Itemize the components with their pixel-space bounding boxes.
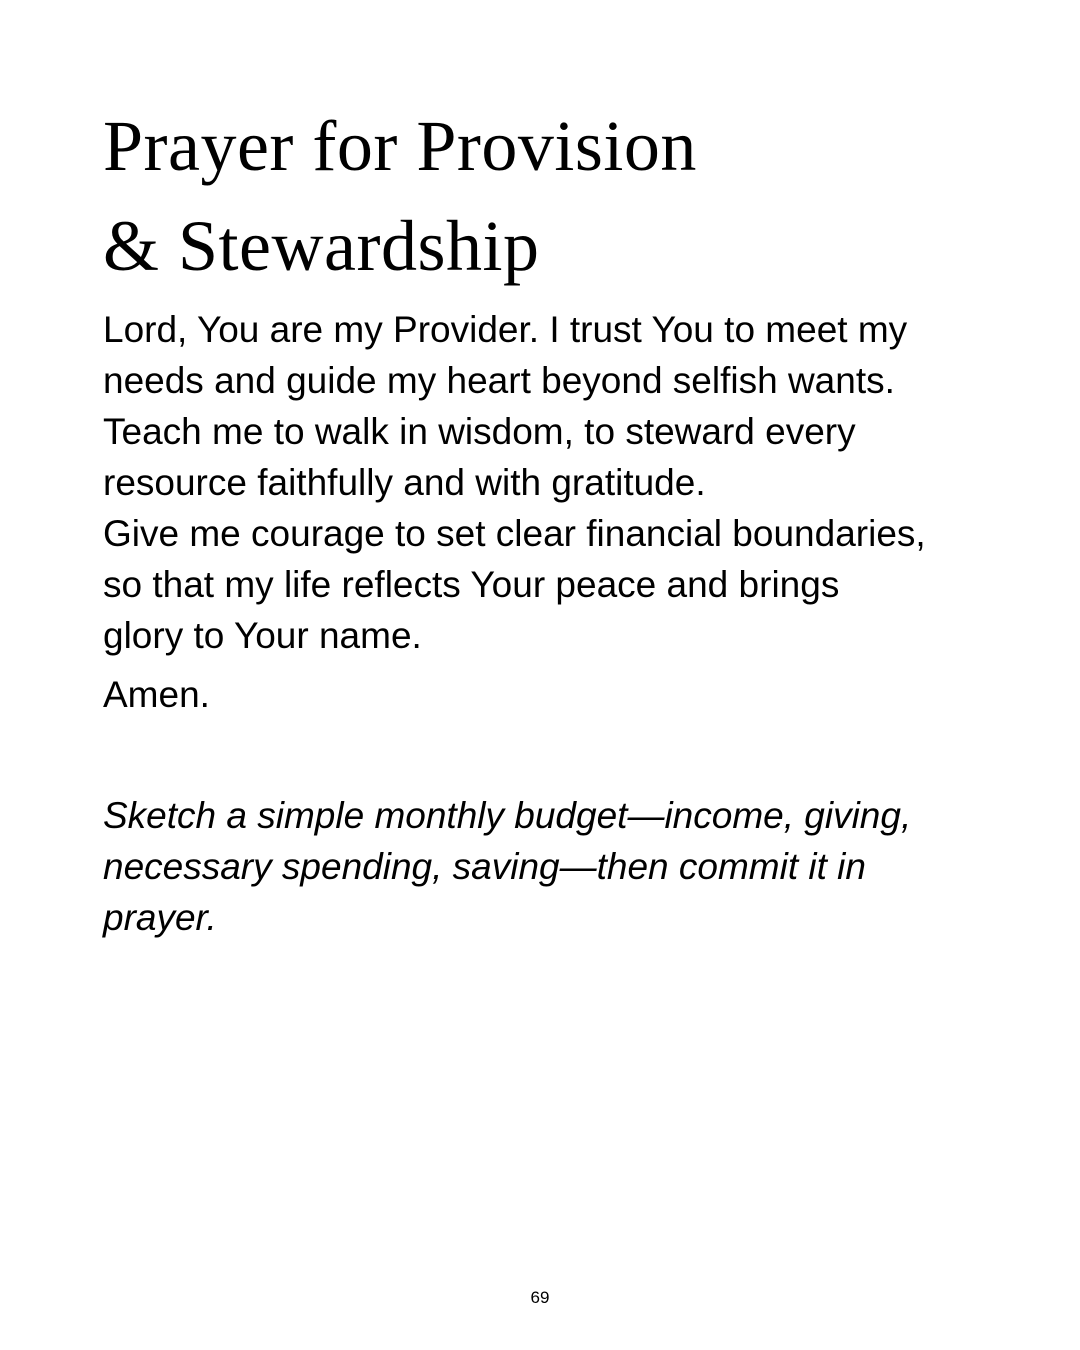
page-title [103,96,697,296]
prayer-line: Give me courage to set clear financial boundaries, [103,513,926,554]
document-page [103,0,1003,1350]
reflection-line: Sketch a simple monthly budget—income, giving, [103,795,912,836]
reflection-prompt [103,790,1003,943]
prayer-text [103,304,1003,661]
reflection-line: necessary spending, saving—then commit it in [103,846,866,887]
prayer-closing: Amen. [103,674,210,715]
title-line-1: Prayer for Provision [103,106,697,186]
prayer-line: needs and guide my heart beyond selfish wants. [103,360,895,401]
prayer-line: Lord, You are my Provider. I trust You to meet my [103,309,908,350]
prayer-line: so that my life reflects Your peace and brings [103,564,840,605]
title-line-2: & Stewardship [103,206,540,286]
reflection-line: prayer. [103,897,217,938]
prayer-line: Teach me to walk in wisdom, to steward every [103,411,856,452]
prayer-line: resource faithfully and with gratitude. [103,462,706,503]
page-number: 69 [530,1288,550,1307]
prayer-line: glory to Your name. [103,615,422,656]
